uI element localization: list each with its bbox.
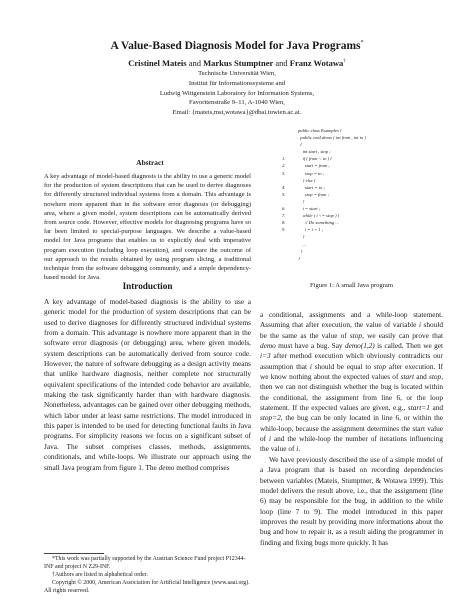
text-run: .	[298, 444, 301, 454]
affiliation-line: Institut für Informationssysteme and	[188, 79, 286, 87]
code-line-number: 8.	[282, 220, 286, 226]
footnotes	[44, 556, 251, 596]
code-line-number: 3.	[282, 170, 286, 176]
code-line	[282, 127, 432, 134]
italic-term: start	[400, 372, 415, 382]
italic-term: stop	[429, 372, 442, 382]
code-line	[282, 155, 432, 162]
introduction-paragraph	[44, 297, 251, 473]
code-line	[282, 134, 432, 141]
code-line	[282, 148, 432, 155]
text-run: and	[414, 372, 430, 382]
italic-term: i=3	[260, 351, 271, 361]
code-line-number: 6.	[282, 206, 286, 212]
text-run: and the while-loop the number of iterations influencing the value of	[260, 434, 443, 454]
code-line-text: stop = from ;	[298, 191, 330, 197]
abstract-text: A key advantage of model-based diagnosis is the ability to use a generic model for the production of system descriptions that can be used to derive diagnoses for differently structured individual systems from a domain. This advantage is nowhere more apparent than in the software error diagnosis (or debugging) area, where a given model, system descriptions can be automatically derived from source code. However, effective models for diagnosing programs have so far been limited to special-purpose languages. We describe a value-based model for Java programs that enables us to explicitly deal with imperative program execution (including loop execution), and compare the outcome of our approach to the results obtained by using program slicing, a traditional technique from the software debugging community, and a simple dependency-based model for Java.	[44, 173, 251, 282]
code-line	[282, 170, 432, 177]
italic-term: i	[296, 444, 299, 454]
code-line-text: while ( i <= stop ) {	[298, 213, 340, 219]
author-line	[0, 58, 474, 68]
title-footnote-mark: *	[360, 40, 364, 47]
italic-term: demo	[260, 341, 276, 351]
italic-term: stop=2	[260, 413, 281, 423]
author-1: Cristinel Mateis	[128, 58, 187, 68]
code-line-text: public class Examples {	[298, 128, 342, 133]
code-line	[282, 191, 432, 198]
author-footnote-mark: †	[343, 59, 346, 65]
intro-text-tail: method comprises	[176, 462, 230, 472]
footnote-copyright: Copyright © 2000, American Association for Artificial Intelligence (www.aaai.org). All rights reserved.	[44, 579, 250, 594]
italic-term: stop	[373, 361, 387, 371]
figure-caption: Figure 1: A small Java program	[310, 282, 393, 289]
code-line-number: 1.	[282, 156, 286, 162]
text-run: and	[429, 403, 443, 413]
code-line-text: i = i + 1 ;	[298, 227, 324, 233]
affiliation-line: Favoritenstraße 9–11, A-1040 Wien,	[189, 99, 285, 107]
text-run: , we easily can prove that	[362, 330, 444, 340]
introduction-body	[44, 297, 251, 473]
text-run: should be equal to	[311, 361, 374, 371]
author-2: Markus Stumptner	[203, 58, 274, 68]
affiliation-email: Email: {mateis,mst,wotawa}@dbai.tuwien.ac.at.	[172, 109, 302, 117]
affiliation-line: Technische Universität Wien,	[198, 70, 276, 77]
code-line-text: start = from ;	[298, 163, 330, 169]
intro-demo-term: demo	[158, 462, 175, 472]
footnote-authors: †Authors are listed in alphabetical order.	[52, 571, 148, 578]
right-paragraph-2: We have previously described the use of a simple model of a Java program that is based on recording dependencies between variables (Mateis, Stumptner, & Wotawa 1999). This model delivers the result above, i.e., that the assignment (line 6) may be responsible for the bug, in addition to the while loop (line 7 to 9). The model introduced in this paper improves the result by providing more informations about the bug and how to repair it, as a result aiding the programmer in finding and fixing bugs more quickly. It has	[260, 454, 443, 547]
code-line-text: }	[298, 255, 300, 261]
code-line-text: i = start ;	[298, 206, 321, 212]
italic-term: i	[418, 320, 421, 330]
code-line-text: }	[298, 234, 305, 240]
right-column-body	[260, 310, 443, 548]
italic-term: start=1	[407, 403, 430, 413]
author-and-1: and	[188, 58, 201, 68]
code-line	[282, 198, 432, 205]
abstract-heading: Abstract	[136, 158, 164, 167]
java-code-listing	[282, 127, 432, 262]
italic-term: i	[268, 434, 272, 444]
code-line-text: public void demo ( int from , int to )	[298, 135, 366, 141]
paper-title-text: A Value-Based Diagnosis Model for Java Programs	[110, 40, 361, 52]
code-line	[282, 248, 432, 255]
code-line	[282, 212, 432, 219]
code-line-text: stop = to ;	[298, 170, 325, 176]
text-run: should be the same as the value of	[260, 320, 443, 340]
code-line-text: // Do something ...	[298, 220, 339, 226]
code-line-number: 2.	[282, 163, 286, 169]
text-run: is called. Then we get	[374, 341, 443, 351]
text-run: , the bug can be only located in line 6, or within the while-loop, because the assignment determines the start value of	[260, 413, 443, 444]
affiliation-line: Ludwig Wittgenstein Laboratory for Information Systems,	[159, 89, 315, 97]
code-line-text: start = to ;	[298, 184, 325, 190]
introduction-heading: Introduction	[122, 281, 173, 291]
code-line-text: } else {	[298, 177, 316, 183]
code-line	[282, 162, 432, 169]
author-and-2: and	[275, 58, 288, 68]
code-line	[282, 233, 432, 240]
italic-term: i	[309, 361, 312, 371]
code-line	[282, 241, 432, 248]
footnote-funding: *This work was partially supported by the Austrian Science Fund project P12344-INF and project N Z29-INF.	[44, 556, 246, 570]
code-line-number: 7.	[282, 213, 286, 219]
affiliation-block	[0, 69, 474, 118]
italic-term: demo(1,2)	[344, 341, 375, 351]
code-line-text: int start , stop ;	[298, 149, 331, 155]
code-line-text: }	[298, 248, 303, 254]
intro-text: A key advantage of model-based diagnosis is the ability to use a generic model for the production of system descriptions that can be used to derive diagnoses for differently structured individual systems from a domain. This advantage is nowhere more apparent than in the software error diagnosis (or debugging) area, where given models, system descriptions can be automatically derived from source code. However, the nature of software debugging as a design activity means that unlike hardware diagnosis, neither complete nor structurally equivalent specifications of the intended code behavior are available, making the task significantly harder than with hardware diagnosis. Nonetheless, advantages can be gained over other debugging methods, which labor under at least same restrictions. The model introduced in this paper is intended to be used for detecting functional faults in Java programs. For simplicity reasons we focus on a significant subset of Java. The subset comprises classes, methods, assignments, conditionals, and while-loops. We illustrate our approach using the small Java program from figure 1. The	[44, 297, 251, 472]
text-run: must have a bug. Say	[275, 341, 345, 351]
code-line	[282, 226, 432, 233]
text-run: after method execution which obviously contradicts our assumption that	[260, 351, 443, 371]
text-run: after execution. If we know nothing about the expected values of	[260, 361, 443, 382]
text-run: a conditional, assignments and a while-loop statement. Assuming that after execution, the value of variable	[260, 310, 443, 330]
code-line	[282, 141, 432, 148]
author-3: Franz Wotawa	[289, 58, 344, 68]
code-line-text: {	[298, 142, 303, 148]
paper-title	[0, 40, 474, 52]
code-line-number: 9.	[282, 227, 286, 233]
code-line	[282, 219, 432, 226]
code-line-number: 5.	[282, 191, 286, 197]
code-line	[282, 205, 432, 212]
code-line-text: ...	[298, 241, 307, 247]
code-line	[282, 177, 432, 184]
code-line-text: }	[298, 198, 305, 204]
italic-term: stop	[349, 330, 363, 340]
code-line-text: if ( from < to ) {	[298, 156, 333, 162]
code-line	[282, 255, 432, 262]
footnote-rule	[44, 553, 104, 554]
text-run: , then we can not distinguish whether the bug is located within the conditional, the assignment from line 6, or the loop statement. If the expected values are given, e.g.,	[260, 372, 444, 413]
code-line-number: 4.	[282, 184, 286, 190]
right-paragraph-1	[260, 310, 443, 455]
code-line	[282, 184, 432, 191]
